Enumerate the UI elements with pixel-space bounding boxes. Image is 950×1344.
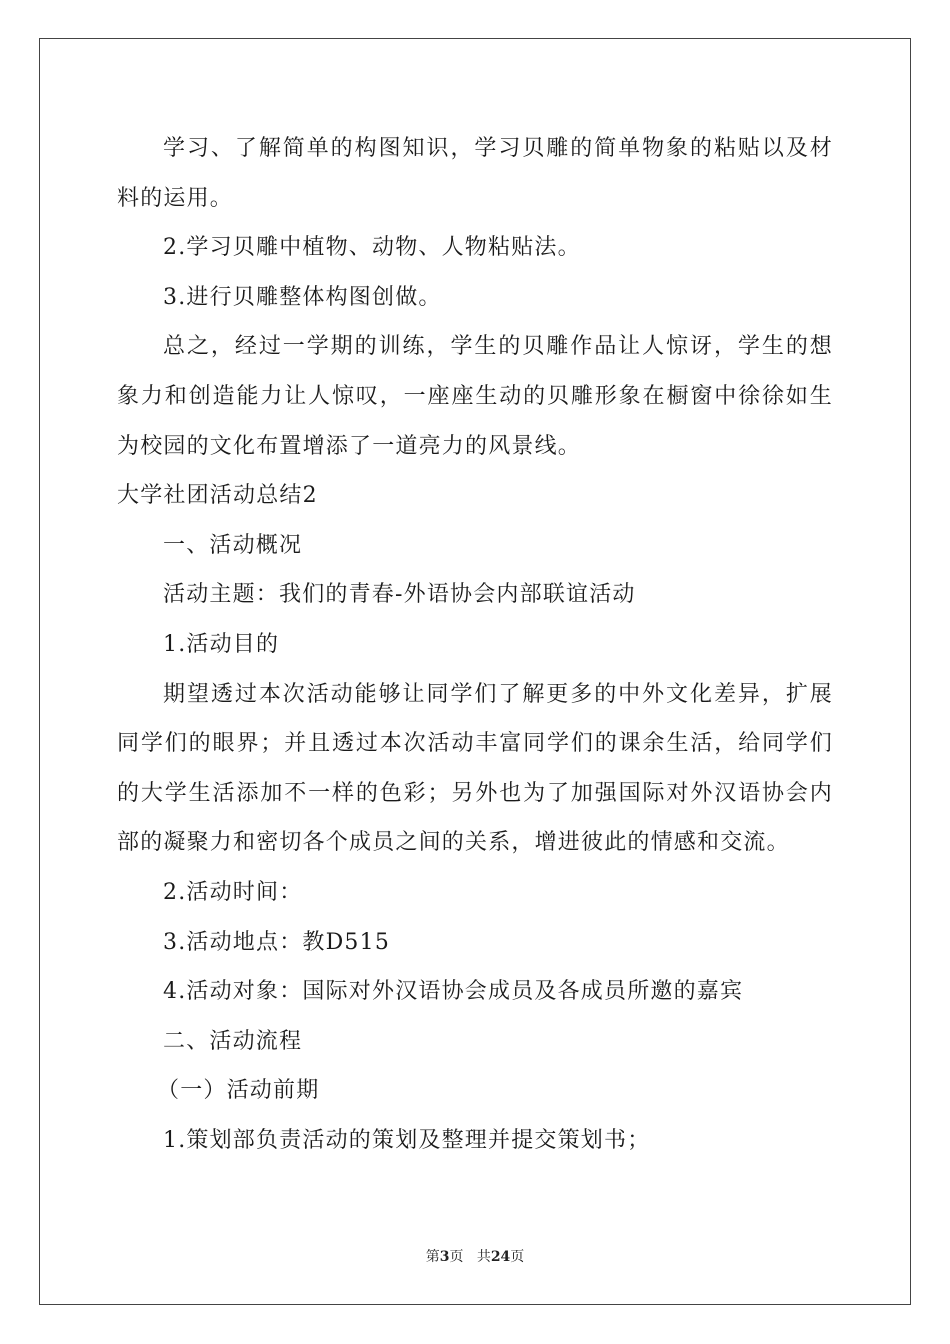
paragraph-line: 为校园的文化布置增添了一道亮力的风景线。 [117, 433, 582, 459]
page-number: 3 [439, 1249, 450, 1265]
list-item: 3.活动地点：教D515 [163, 929, 391, 955]
list-item: 2.活动时间： [163, 879, 303, 905]
paragraph-line: 学习、了解简单的构图知识，学习贝雕的简单物象的粘贴以及材 [163, 136, 833, 161]
paragraph-line: 象力和创造能力让人惊叹，一座座生动的贝雕形象在橱窗中徐徐如生 [117, 383, 833, 409]
list-item: 3.进行贝雕整体构图创做。 [163, 284, 442, 310]
total-suffix: 页 [510, 1249, 525, 1265]
paragraph-line: 料的运用。 [117, 185, 234, 211]
paragraph-line: 同学们的眼界；并且透过本次活动丰富同学们的课余生活，给同学们 [117, 731, 833, 757]
total-pages: 24 [490, 1249, 511, 1265]
list-item: 1.活动目的 [163, 631, 280, 657]
subsection-heading: （一）活动前期 [157, 1078, 320, 1104]
page-suffix: 页 [449, 1249, 464, 1265]
total-prefix: 共 [476, 1249, 491, 1265]
paragraph-line: 期望透过本次活动能够让同学们了解更多的中外文化差异，扩展 [163, 681, 833, 707]
page-footer [0, 1246, 950, 1266]
list-item: 4.活动对象：国际对外汉语协会成员及各成员所邀的嘉宾 [163, 979, 744, 1005]
section-heading: 一、活动概况 [163, 532, 303, 558]
paragraph-line: 活动主题：我们的青春-外语协会内部联谊活动 [163, 582, 636, 608]
section-title: 大学社团活动总结2 [117, 483, 318, 509]
document-body [117, 124, 833, 1165]
list-item: 1.策划部负责活动的策划及整理并提交策划书； [163, 1127, 651, 1153]
section-heading: 二、活动流程 [163, 1028, 303, 1054]
paragraph-line: 的大学生活添加不一样的色彩；另外也为了加强国际对外汉语协会内 [117, 780, 833, 806]
page-prefix: 第 [425, 1249, 440, 1265]
list-item: 2.学习贝雕中植物、动物、人物粘贴法。 [163, 235, 581, 261]
paragraph-line: 部的凝聚力和密切各个成员之间的关系，增进彼此的情感和交流。 [117, 830, 790, 856]
paragraph-line: 总之，经过一学期的训练，学生的贝雕作品让人惊讶，学生的想 [163, 334, 833, 360]
